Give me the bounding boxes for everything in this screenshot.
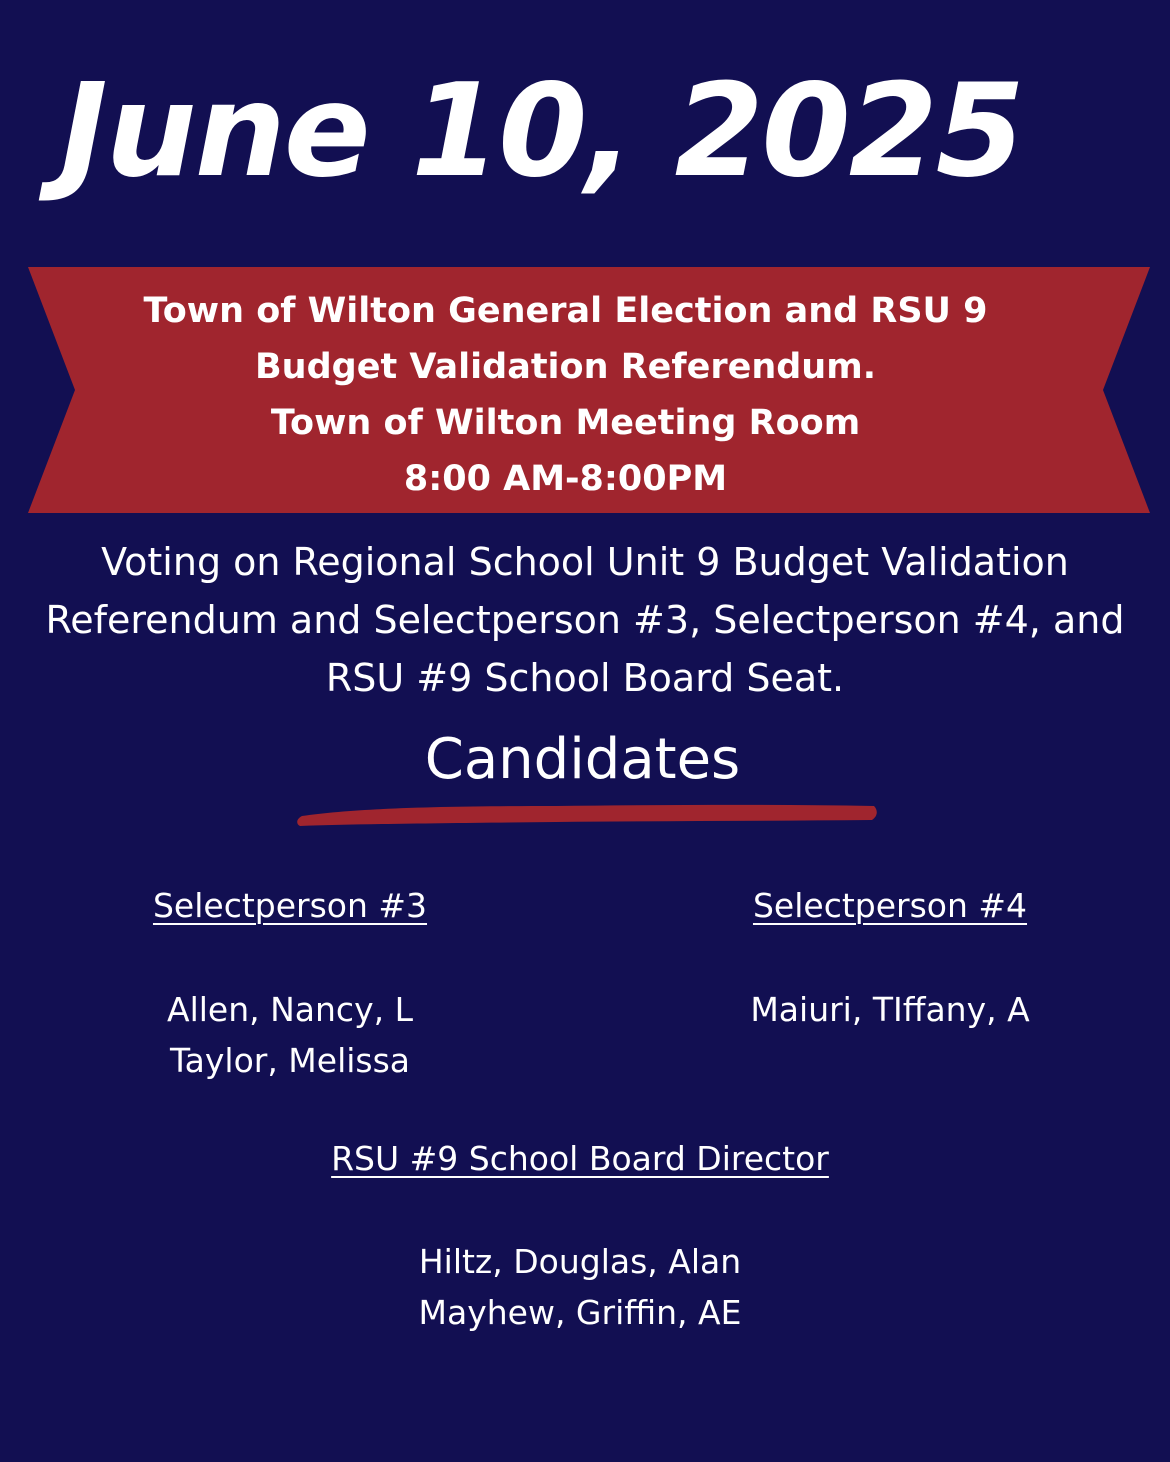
description-line: Referendum and Selectperson #3, Selectperson #4, and xyxy=(45,598,1125,642)
candidates-heading: Candidates xyxy=(424,727,741,792)
banner-text xyxy=(28,283,1103,507)
voting-description xyxy=(0,533,1170,707)
selectperson-4-heading: Selectperson #4 xyxy=(752,886,1028,925)
description-line: RSU #9 School Board Seat. xyxy=(325,656,845,700)
description-line: Voting on Regional School Unit 9 Budget Validation xyxy=(101,540,1069,584)
banner-line-referendum: Budget Validation Referendum. xyxy=(255,347,876,387)
selectperson-3-heading: Selectperson #3 xyxy=(152,886,428,925)
event-banner xyxy=(28,267,1150,513)
brush-underline xyxy=(296,800,880,830)
candidate-name: Maiuri, TIffany, A xyxy=(750,990,1030,1029)
banner-line-election: Town of Wilton General Election and RSU 9 xyxy=(143,291,988,331)
banner-line-hours: 8:00 AM-8:00PM xyxy=(403,459,728,499)
candidate-name: Mayhew, Griffin, AE xyxy=(418,1293,742,1332)
candidate-name: Taylor, Melissa xyxy=(169,1041,411,1080)
candidate-name: Hiltz, Douglas, Alan xyxy=(418,1242,742,1281)
candidate-name: Allen, Nancy, L xyxy=(167,990,413,1029)
selectperson-3-candidates xyxy=(90,984,490,1086)
banner-line-location: Town of Wilton Meeting Room xyxy=(270,403,861,443)
school-board-candidates xyxy=(280,1236,880,1338)
election-date-title: June 10, 2025 xyxy=(60,57,1023,206)
selectperson-4-candidates xyxy=(690,984,1090,1035)
school-board-heading: RSU #9 School Board Director xyxy=(331,1139,829,1178)
